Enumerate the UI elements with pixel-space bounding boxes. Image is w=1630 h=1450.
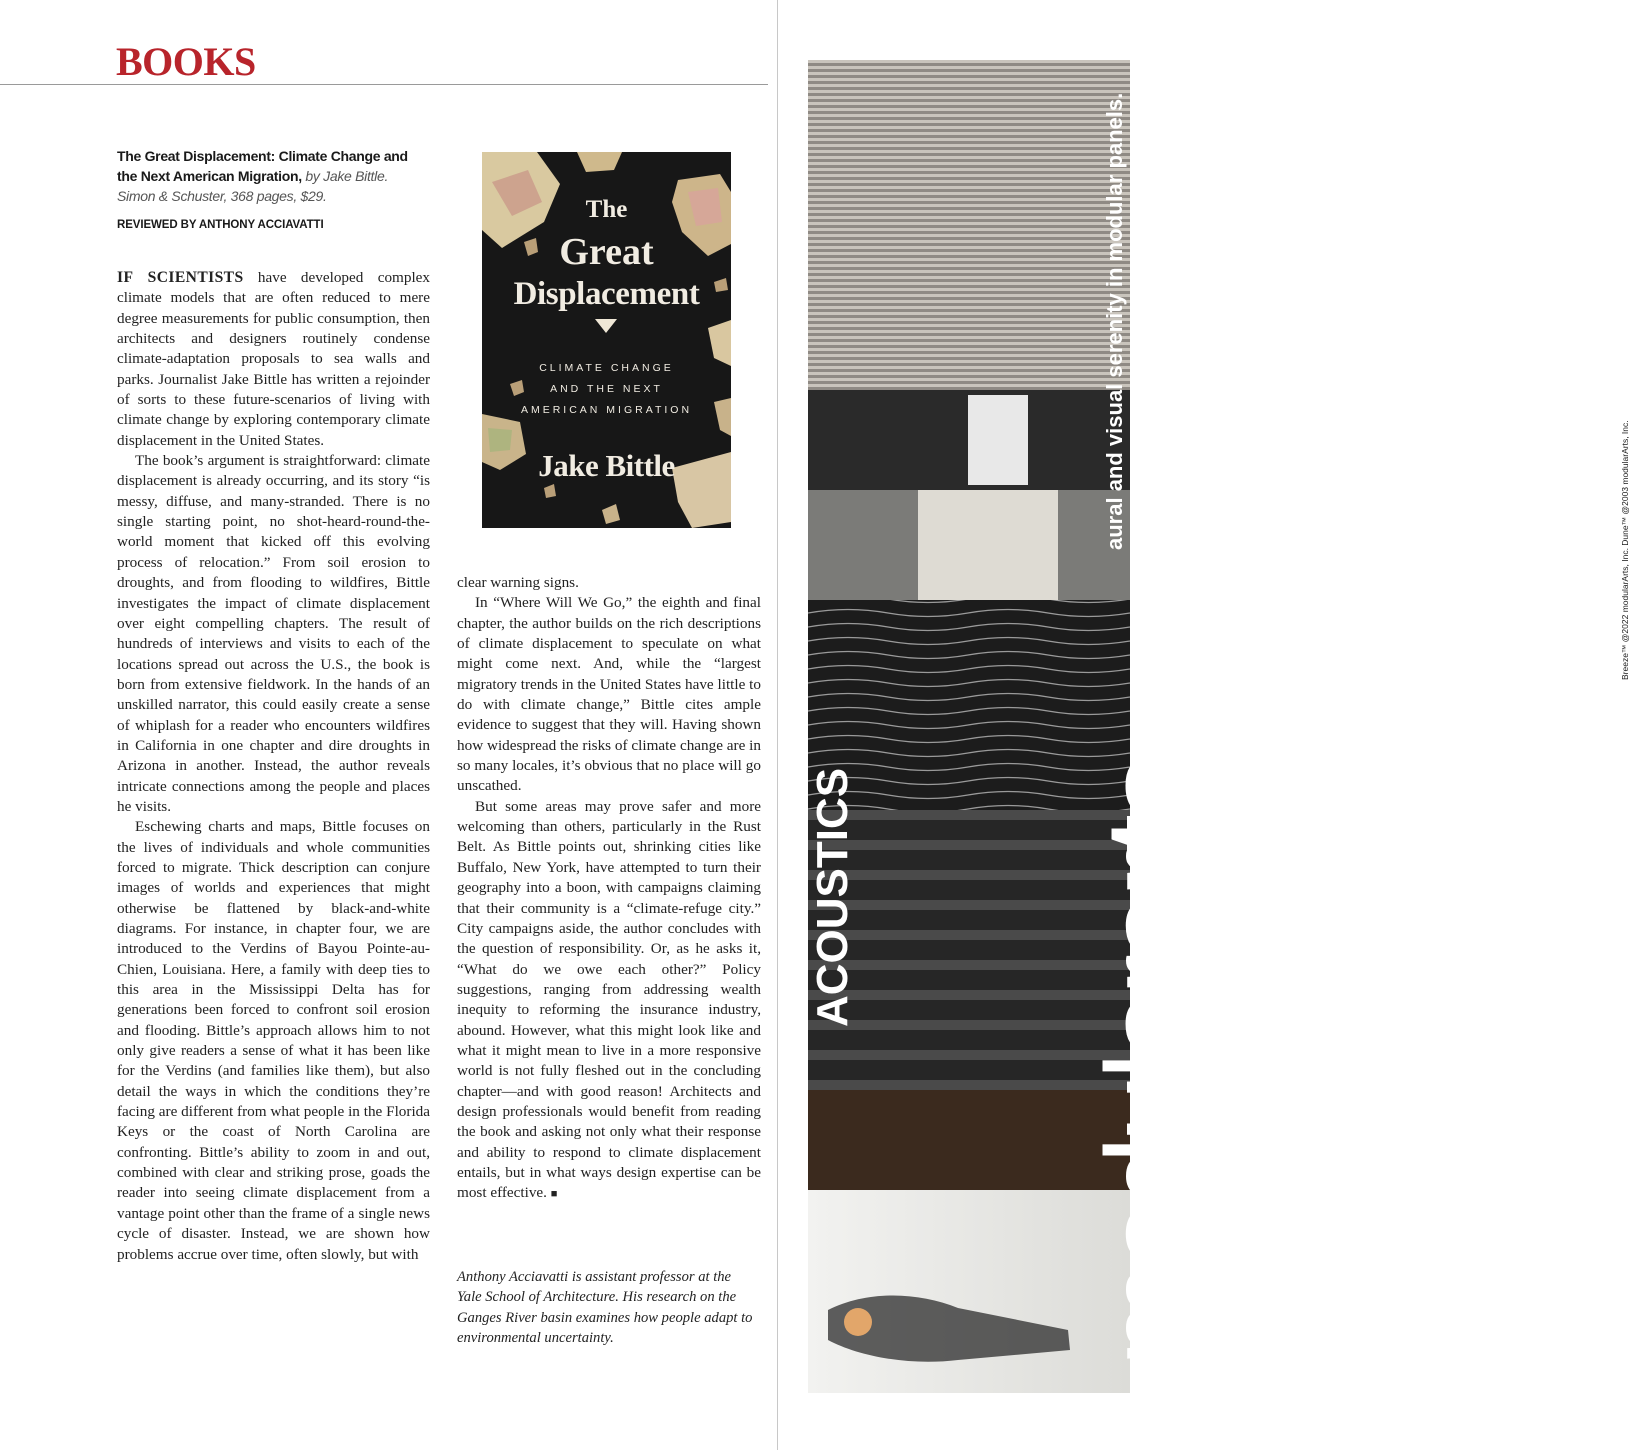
book-cover xyxy=(482,152,731,528)
article-text: have developed complex climate models that are often reduced to mere degree measurements for public consumption, then architects and designers routinely condense climate-adaptation proposals to sea walls and parks. Journalist Jake Bittle has written a rejoinder of sorts to these future-scenarios of living with climate change by exploring contemporary climate displacement in the United States. xyxy=(117,269,430,449)
article-paragraph xyxy=(117,268,430,451)
article-text: But some areas may prove safer and more welcoming than others, particularly in the Rust Belt. As Bittle points out, shrinking cities like Buffalo, New York, have attempted to turn their geography into a boon, with campaigns claiming that their community is a “climate-refuge city.” City campaigns aside, the author concludes with the question of responsibility. Or, as he asks it, “What do we owe each other?” Policy suggestions, ranging from addressing wealth inequity to reforming the insurance industry, abound. However, what this might look like and what it might mean to live in a more responsive world is not fully fleshed out in the concluding chapter—and with good reason! Architects and design professionals would benefit from reading the book and asking not only what their response and ability to respond to climate displacement entails, but in what ways design expertise can be most effective. xyxy=(457,797,761,1202)
registered-mark: ® xyxy=(1144,730,1174,750)
cover-author: Jake Bittle xyxy=(538,448,675,483)
article-column-1 xyxy=(117,268,430,1265)
book-title: The Great Displacement: Climate Change and the Next American Migration, xyxy=(117,148,408,184)
article-column-2 xyxy=(457,573,761,1205)
cover-subtitle-line-1: CLIMATE CHANGE xyxy=(539,362,674,374)
author-bio: Anthony Acciavatti is assistant professor at the Yale School of Architecture. His research on the Ganges River basin examines how people adapt to environmental uncertainty. xyxy=(457,1269,753,1346)
ad-tagline: aural and visual serenity in modular panels. xyxy=(1102,92,1127,550)
cover-title-line-1: The xyxy=(585,196,628,223)
book-meta: by Jake Bittle. Simon & Schuster, 368 pages, $29. xyxy=(117,168,389,204)
cover-title-line-3: Displacement xyxy=(513,276,700,312)
ad-brand-logo xyxy=(1080,730,1221,1367)
cover-subtitle-line-3: AMERICAN MIGRATION xyxy=(520,404,693,416)
article-paragraph: The book’s argument is straightforward: climate displacement is already occurring, and its story “is messy, diffuse, and many-stranded. There is no single starting point, no shot-heard-round-the-world moment that kicked off this evolving process of relocation.” From soil erosion to droughts, and from flooding to wildfires, Bittle investigates the impact of climate displacement over eight compelling chapters. The result of hundreds of interviews and visits to each of the locations spread out across the U.S., the book is born from extensive fieldwork. In the hands of an unskilled narrator, this could easily create a sense of whiplash for a reader who encounters wildfires in California in one chapter and dire droughts in Arizona in another. Instead, the author reveals intricate connections among the people and places he visits. xyxy=(117,452,430,815)
article-paragraph: Eschewing charts and maps, Bittle focuses on the lives of individuals and whole communities forced to migrate. Thick description can conjure images of worlds and experiences that might otherwise be flattened by black-and-white diagrams. For instance, in chapter four, we are introduced to the Verdins of Bayou Pointe-au-Chien, Louisiana. Here, a family with deep ties to this area in the Mississippi Delta has for generations been forced to confront soil erosion and flooding. Bittle’s approach allows him to not only give readers a sense of what it has been like for the Verdins (and families like them), but also detail the ways in which the conditions they’re facing are different from what people in the Florida Keys or the coast of North Carolina are confronting. Bittle’s ability to zoom in and out, combined with clear and striking prose, goads the reader into seeing climate displacement from a vantage point other than the frame of a single news cycle of disaster. Instead, we are shown how problems accrue over time, often slowly, but with xyxy=(117,818,430,1263)
article-paragraph: clear warning signs. xyxy=(457,574,579,591)
cover-triangle-ornament xyxy=(595,319,617,333)
ad-brand-bold: arts xyxy=(1080,757,1221,961)
end-mark-icon: ■ xyxy=(550,1188,558,1201)
ad-headline: ACOUSTICS xyxy=(808,767,857,1027)
article-lead-in: IF SCIENTISTS xyxy=(117,269,244,286)
cover-title-line-2: Great xyxy=(559,231,654,273)
reviewer-byline: REVIEWED BY ANTHONY ACCIAVATTI xyxy=(117,219,324,231)
cover-subtitle-line-2: AND THE NEXT xyxy=(550,383,663,395)
section-title: BOOKS xyxy=(116,39,256,84)
ad-brand-light: modular xyxy=(1080,960,1221,1367)
header-rule xyxy=(0,84,768,85)
article-paragraph xyxy=(457,797,761,1205)
book-info xyxy=(117,146,417,206)
ad-photo-credit: Breeze™ @2022 modularArts, Inc. Dune™ @2003 modularArts, Inc. xyxy=(1620,420,1630,680)
gutter-rule xyxy=(777,0,778,1450)
article-paragraph: In “Where Will We Go,” the eighth and final chapter, the author builds on the rich descriptions of climate displacement to speculate on what might come next. And, while the “largest migratory trends in the United States have little to do with climate change,” Bittle cites ample evidence to suggest that they will. Having shown how widespread the risks of climate change are in so many locales, it’s obvious that no place will go unscathed. xyxy=(457,594,761,795)
